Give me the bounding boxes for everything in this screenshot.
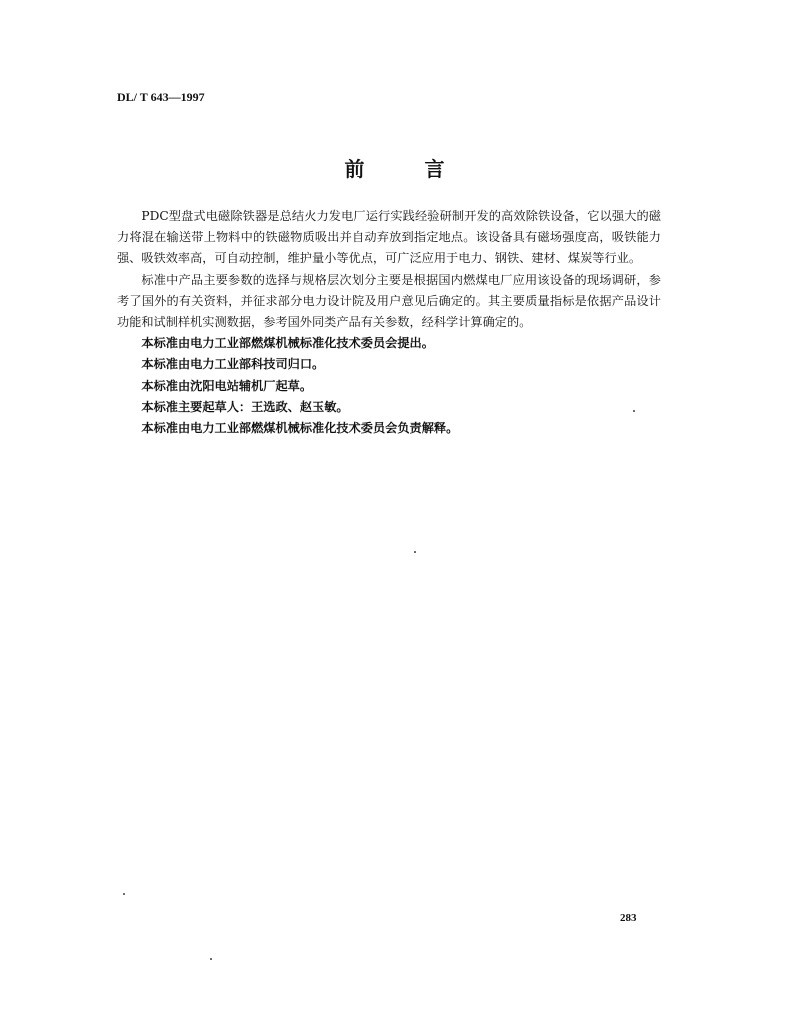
- page-number: 283: [620, 912, 637, 924]
- paragraph-drafted-by: 本标准由沈阳电站辅机厂起草。: [141, 378, 313, 393]
- foreword-body: [117, 206, 661, 439]
- scan-speck: [210, 958, 212, 960]
- paragraph-parameters: 标准中产品主要参数的选择与规格层次划分主要是根据国内燃煤电厂应用该设备的现场调研，参考了国外的有关资料，并征求部分电力设计院及用户意见后确定的。其主要质量指标是依据产品设计功能和试制样机实测数据，参考国外同类产品有关参数，经科学计算确定的。: [117, 272, 661, 330]
- scan-speck: [123, 893, 125, 895]
- paragraph-drafters: 本标准主要起草人：王选政、赵玉敏。: [141, 399, 349, 414]
- scan-speck: [414, 551, 416, 553]
- standard-code: DL/ T 643—1997: [117, 90, 205, 104]
- title-char-1: 前: [344, 157, 365, 181]
- page-title: [0, 153, 789, 182]
- paragraph-managed-by: 本标准由电力工业部科技司归口。: [141, 357, 325, 372]
- paragraph-product-intro: PDC型盘式电磁除铁器是总结火力发电厂运行实践经验研制开发的高效除铁设备，它以强大的磁力将混在输送带上物料中的铁磁物质吸出并自动弃放到指定地点。该设备具有磁场强度高，吸铁能力强、吸铁效率高，可自动控制，维护量小等优点，可广泛应用于电力、钢铁、建材、煤炭等行业。: [117, 209, 661, 266]
- paragraph-interpreted-by: 本标准由电力工业部燃煤机械标准化技术委员会负责解释。: [141, 421, 459, 436]
- paragraph-proposed-by: 本标准由电力工业部燃煤机械标准化技术委员会提出。: [141, 336, 434, 351]
- title-char-2: 言: [424, 157, 445, 181]
- scan-speck: [633, 410, 635, 412]
